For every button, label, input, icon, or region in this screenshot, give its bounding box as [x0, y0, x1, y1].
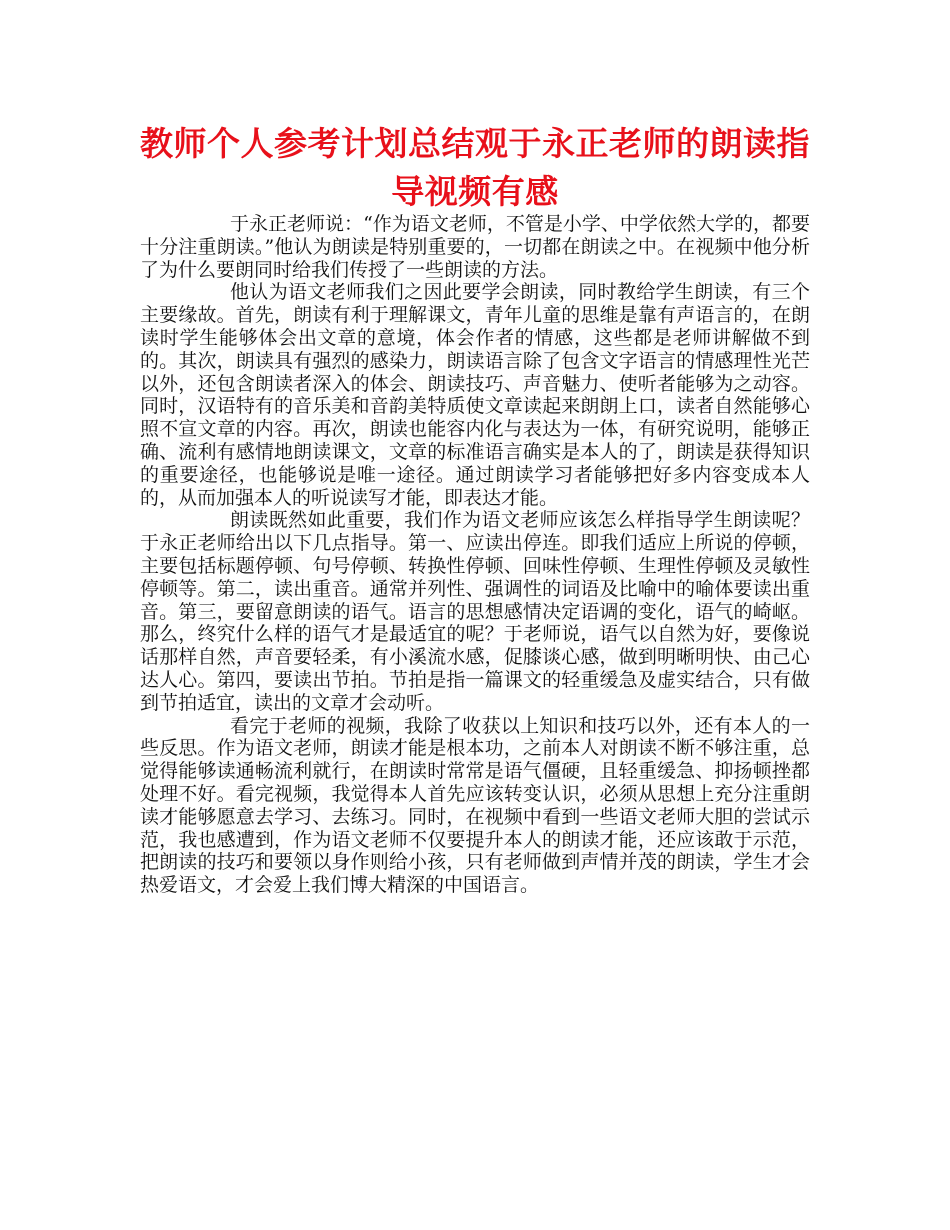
paragraph-1: 于永正老师说：“作为语文老师，不管是小学、中学依然大学的，都要十分注重朗读。”他认为朗读是特别重要的，一切都在朗读之中。在视频中他分析了为什么要朗同时给我们传授了一些朗读的方法。: [140, 213, 810, 281]
document-title: 教师个人参考计划总结观于永正老师的朗读指导视频有感: [140, 124, 810, 211]
paragraph-2: 他认为语文老师我们之因此要学会朗读，同时教给学生朗读，有三个主要缘故。首先，朗读有利于理解课文，青年儿童的思维是靠有声语言的，在朗读时学生能够体会出文章的意境，体会作者的情感，这些都是老师讲解做不到的。其次，朗读具有强烈的感染力，朗读语言除了包含文字语言的情感理性光芒以外，还包含朗读者深入的体会、朗读技巧、声音魅力、使听者能够为之动容。同时，汉语特有的音乐美和音韵美特质使文章读起来朗朗上口，读者自然能够心照不宣文章的内容。再次，朗读也能容内化与表达为一体，有研究说明，能够正确、流利有感情地朗读课文，文章的标准语言确实是本人的了，朗读是获得知识的重要途径，也能够说是唯一途径。通过朗读学习者能够把好多内容变成本人的，从而加强本人的听说读写才能，即表达才能。: [140, 281, 810, 509]
paragraph-4: 看完于老师的视频，我除了收获以上知识和技巧以外，还有本人的一些反思。作为语文老师，朗读才能是根本功，之前本人对朗读不断不够注重，总觉得能够读通畅流利就行，在朗读时常常是语气僵硬，且轻重缓急、抑扬顿挫都处理不好。看完视频，我觉得本人首先应该转变认识，必须从思想上充分注重朗读才能够愿意去学习、去练习。同时，在视频中看到一些语文老师大胆的尝试示范，我也感遭到，作为语文老师不仅要提升本人的朗读才能，还应该敢于示范，把朗读的技巧和要领以身作则给小孩，只有老师做到声情并茂的朗读，学生才会热爱语文，才会爱上我们博大精深的中国语言。: [140, 714, 810, 897]
paragraph-3: 朗读既然如此重要，我们作为语文老师应该怎么样指导学生朗读呢？于永正老师给出以下几点指导。第一、应读出停连。即我们适应上所说的停顿，主要包括标题停顿、句号停顿、转换性停顿、回味性停顿、生理性停顿及灵敏性停顿等。第二，读出重音。通常并列性、强调性的词语及比喻中的喻体要读出重音。第三，要留意朗读的语气。语言的思想感情决定语调的变化，语气的崎岖。那么，终究什么样的语气才是最适宜的呢？于老师说，语气以自然为好，要像说话那样自然，声音要轻柔，有小溪流水感，促膝谈心感，做到明晰明快、由己心达人心。第四，要读出节拍。节拍是指一篇课文的轻重缓急及虚实结合，只有做到节拍适宜，读出的文章才会动听。: [140, 509, 810, 714]
document-body: [140, 213, 810, 897]
